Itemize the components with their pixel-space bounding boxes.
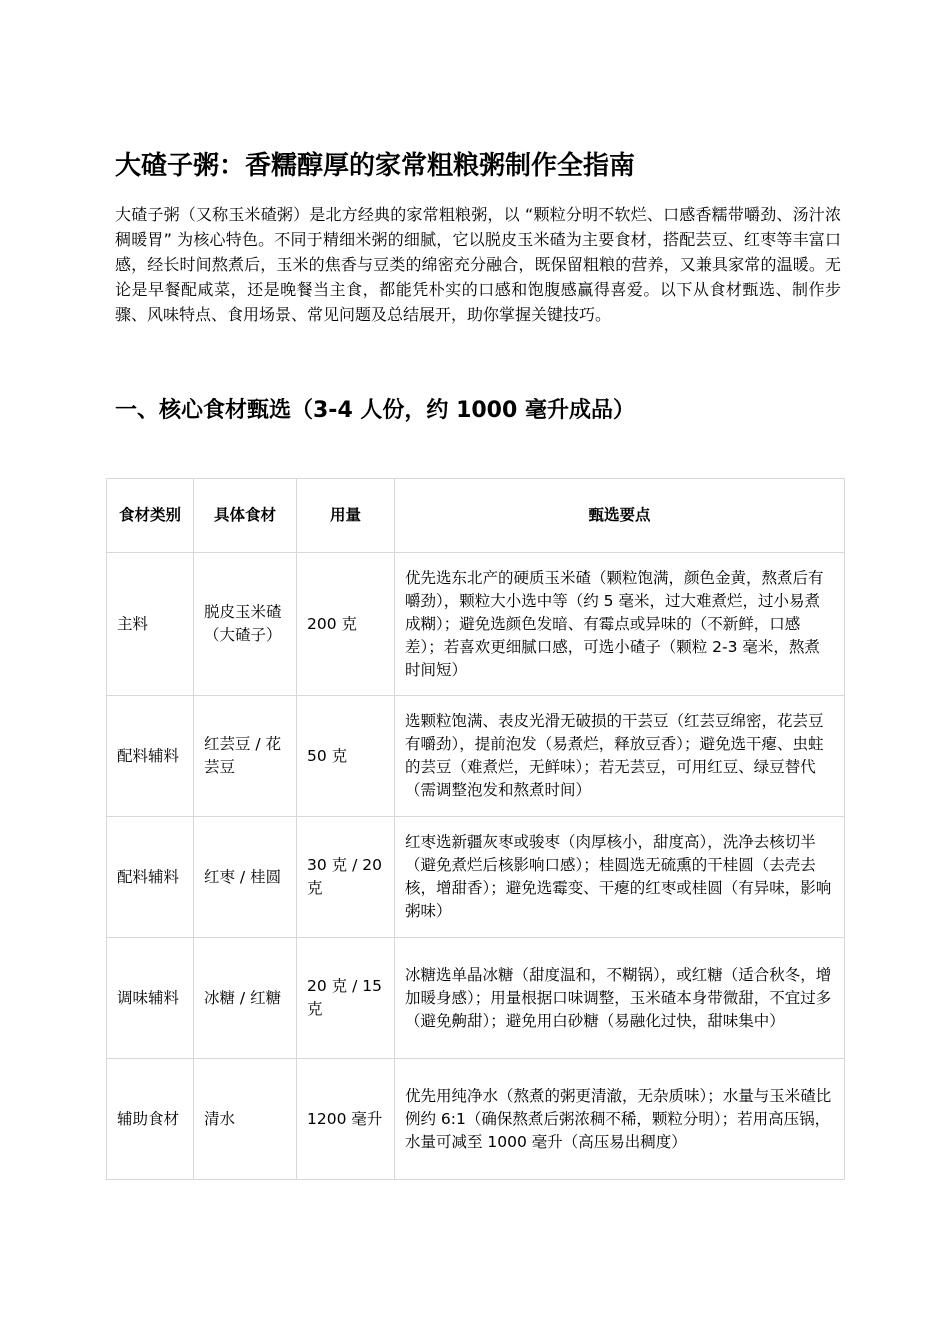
document-title: 大碴子粥：香糯醇厚的家常粗粮粥制作全指南 [115, 151, 636, 181]
cell-notes: 优先选东北产的硬质玉米碴（颗粒饱满，颜色金黄，熬煮后有嚼劲），颗粒大小选中等（约 5 毫米，过大难煮烂，过小易煮成糊）；避免选颜色发暗、有霉点或异味的（不新鲜，口感差）；若喜欢更细腻口感，可选小碴子（颗粒 2-3 毫米，熬煮时间短） [395, 553, 845, 696]
cell-notes: 优先用纯净水（熬煮的粥更清澈，无杂质味）；水量与玉米碴比例约 6:1（确保熬煮后粥浓稠不稀，颗粒分明）；若用高压锅，水量可减至 1000 毫升（高压易出稠度） [395, 1059, 845, 1180]
cell-category: 辅助食材 [107, 1059, 194, 1180]
cell-ingredient: 冰糖 / 红糖 [194, 938, 297, 1059]
cell-category: 配料辅料 [107, 696, 194, 817]
cell-ingredient: 脱皮玉米碴（大碴子） [194, 553, 297, 696]
cell-notes: 选颗粒饱满、表皮光滑无破损的干芸豆（红芸豆绵密，花芸豆有嚼劲），提前泡发（易煮烂，释放豆香）；避免选干瘪、虫蛀的芸豆（难煮烂，无鲜味）；若无芸豆，可用红豆、绿豆替代（需调整泡发和熬煮时间） [395, 696, 845, 817]
cell-category: 调味辅料 [107, 938, 194, 1059]
table-row [107, 1059, 845, 1180]
cell-notes: 红枣选新疆灰枣或骏枣（肉厚核小，甜度高），洗净去核切半（避免煮烂后核影响口感）；桂圆选无硫熏的干桂圆（去壳去核，增甜香）；避免选霉变、干瘪的红枣或桂圆（有异味，影响粥味） [395, 817, 845, 938]
ingredients-table [106, 478, 845, 1180]
cell-amount: 200 克 [297, 553, 395, 696]
table-row [107, 553, 845, 696]
cell-category: 配料辅料 [107, 817, 194, 938]
cell-category: 主料 [107, 553, 194, 696]
table-row [107, 696, 845, 817]
header-category: 食材类别 [107, 479, 194, 553]
cell-notes: 冰糖选单晶冰糖（甜度温和，不糊锅），或红糖（适合秋冬，增加暖身感）；用量根据口味调整，玉米碴本身带微甜，不宜过多（避免齁甜）；避免用白砂糖（易融化过快，甜味集中） [395, 938, 845, 1059]
header-amount: 用量 [297, 479, 395, 553]
table-row [107, 938, 845, 1059]
cell-ingredient: 清水 [194, 1059, 297, 1180]
table-header-row [107, 479, 845, 553]
cell-ingredient: 红枣 / 桂圆 [194, 817, 297, 938]
section-heading-ingredients: 一、核心食材甄选（3-4 人份，约 1000 毫升成品） [115, 398, 635, 423]
intro-paragraph: 大碴子粥（又称玉米碴粥）是北方经典的家常粗粮粥，以 “颗粒分明不软烂、口感香糯带嚼劲、汤汁浓稠暖胃” 为核心特色。不同于精细米粥的细腻，它以脱皮玉米碴为主要食材，搭配芸豆、红枣等丰富口感，经长时间熬煮后，玉米的焦香与豆类的绵密充分融合，既保留粗粮的营养，又兼具家常的温暖。无论是早餐配咸菜，还是晚餐当主食，都能凭朴实的口感和饱腹感赢得喜爱。以下从食材甄选、制作步骤、风味特点、食用场景、常见问题及总结展开，助你掌握关键技巧。 [115, 205, 841, 324]
cell-amount: 1200 毫升 [297, 1059, 395, 1180]
cell-amount: 20 克 / 15 克 [297, 938, 395, 1059]
header-notes: 甄选要点 [395, 479, 845, 553]
table-row [107, 817, 845, 938]
cell-amount: 30 克 / 20 克 [297, 817, 395, 938]
cell-amount: 50 克 [297, 696, 395, 817]
header-ingredient: 具体食材 [194, 479, 297, 553]
cell-ingredient: 红芸豆 / 花芸豆 [194, 696, 297, 817]
